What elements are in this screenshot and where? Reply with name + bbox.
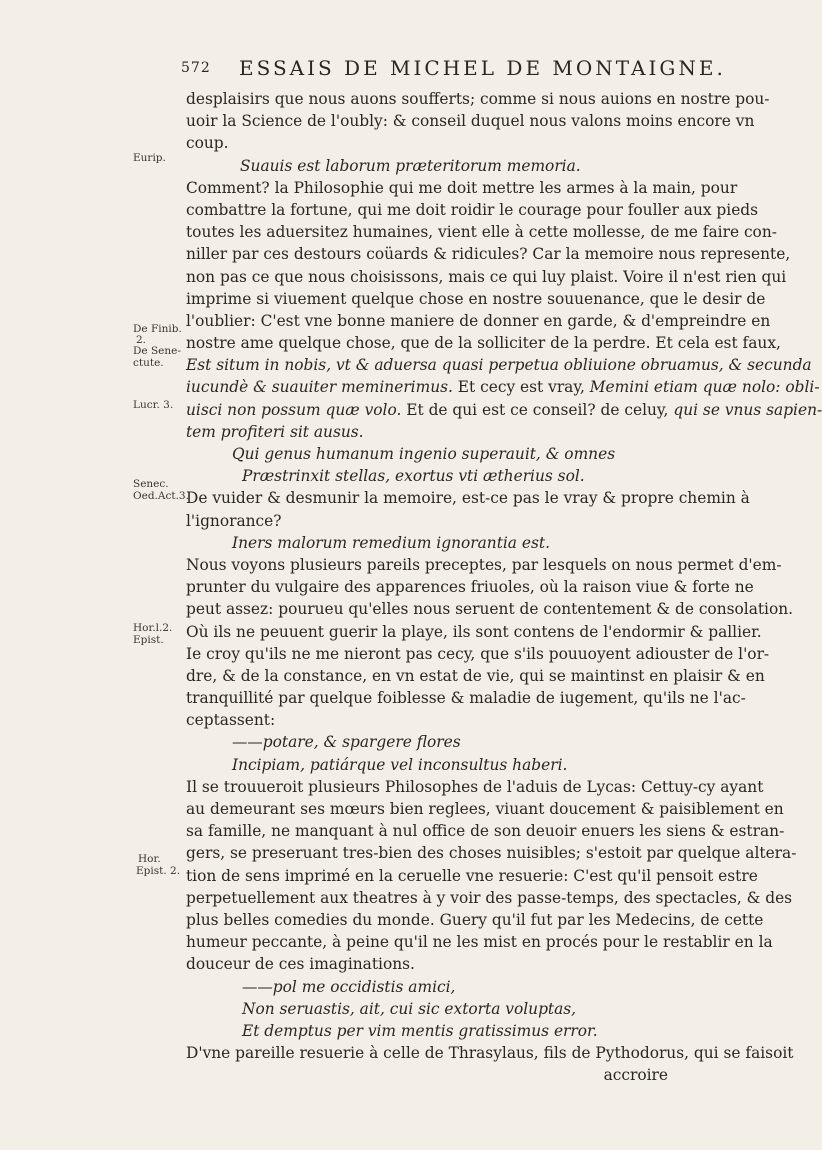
- text-line: perpetuellement aux theatres à y voir des passe-temps, des spectacles, & des: [186, 888, 793, 907]
- verse-line: Qui genus humanum ingenio superauit, & omnes: [232, 445, 616, 463]
- text-line: Il se trouueroit plusieurs Philosophes de l'aduis de Lycas: Cettuy-cy ayant: [186, 777, 764, 796]
- verse-line: Præstrinxit stellas, exortus vti ætherius sol.: [242, 467, 585, 486]
- latin-quote: Iners malorum remedium ignorantia est.: [232, 533, 550, 552]
- text-line: Ie croy qu'ils ne me nieront pas cecy, que s'ils pouuoyent adiouster de l'or-: [186, 644, 770, 663]
- text-line: sa famille, ne manquant à nul office de son deuoir enuers les siens & estran-: [186, 822, 785, 841]
- latin-quote: Suauis est laborum præteritorum memoria.: [240, 156, 581, 175]
- margin-note: ctute.: [133, 357, 164, 369]
- margin-note: 2.: [136, 334, 147, 346]
- text-segment: Et de qui est ce conseil? de celuy,: [401, 400, 669, 419]
- text-segment: Et cecy est vray,: [452, 378, 585, 397]
- text-line: douceur de ces imaginations.: [186, 955, 415, 974]
- margin-note: Senec.: [133, 478, 169, 490]
- text-line: toutes les aduersitez humaines, vient elle à cette mollesse, de me faire con-: [186, 223, 777, 242]
- text-line: plus belles comedies du monde. Guery qu'il fut par les Medecins, de cette: [186, 910, 764, 929]
- margin-note: Oed.Act.3.: [133, 490, 189, 502]
- latin-quote: Memini etiam quæ nolo: obli-: [584, 378, 820, 397]
- verse-line: ——potare, & spargere flores: [232, 733, 461, 752]
- text-line: au demeurant ses mœurs bien reglees, viuant doucement & paisiblement en: [186, 800, 784, 818]
- text-line: Nous voyons plusieurs pareils preceptes, par lesquels on nous permet d'em-: [186, 555, 782, 574]
- text-line: non pas ce que nous choisissons, mais ce qui luy plaist. Voire il n'est rien qui: [186, 267, 787, 286]
- text-line: desplaisirs que nous auons soufferts; comme si nous auions en nostre pou-: [186, 90, 770, 108]
- margin-note: Hor.l.2.: [133, 622, 173, 634]
- latin-quote: uisci non possum quæ volo.: [186, 400, 402, 419]
- verse-line: Non seruastis, ait, cui sic extorta voluptas,: [242, 999, 577, 1018]
- text-line: ceptassent:: [186, 711, 276, 730]
- latin-quote: qui se vnus sapien-: [668, 400, 822, 419]
- text-line: peut assez: pourueu qu'elles nous seruent de contentement & de consolation.: [186, 600, 794, 619]
- margin-note: Hor.: [138, 853, 161, 865]
- catchword: accroire: [603, 1066, 668, 1085]
- page-number: 572: [181, 60, 211, 76]
- latin-quote: iucundè & suauiter meminerimus.: [186, 378, 453, 397]
- text-line: tion de sens imprimé en la ceruelle vne resuerie: C'est qu'il pensoit estre: [186, 866, 758, 885]
- text-line: combattre la fortune, qui me doit roidir le courage pour fouller aux pieds: [186, 200, 759, 219]
- margin-note: Epist.: [133, 634, 164, 646]
- text-line: humeur peccante, à peine qu'il ne les mist en procés pour le restablir en la: [186, 933, 773, 952]
- text-line: imprime si viuement quelque chose en nostre souuenance, que le desir de: [186, 289, 766, 308]
- text-line: tranquillité par quelque foiblesse & maladie de iugement, qu'ils ne l'ac-: [186, 689, 746, 708]
- text-line: Comment? la Philosophie qui me doit mettre les armes à la main, pour: [186, 178, 738, 197]
- page-header: [181, 56, 726, 82]
- margin-note: De Sene-: [133, 345, 181, 357]
- text-line: Où ils ne peuuent guerir la playe, ils sont contens de l'endormir & pallier.: [186, 622, 762, 641]
- latin-quote: Est situm in nobis, vt & aduersa quasi perpetua obliuione obruamus, & secunda: [186, 356, 812, 375]
- verse-line: Incipiam, patiárque vel inconsultus haberi.: [232, 755, 568, 774]
- text-line: [186, 376, 820, 398]
- text-line: coup.: [186, 134, 229, 153]
- margin-note: Eurip.: [133, 152, 166, 164]
- text-line: De vuider & desmunir la memoire, est-ce pas le vray & propre chemin à: [186, 489, 750, 508]
- text-line: gers, se preseruant tres-bien des choses nuisibles; s'estoit par quelque altera-: [186, 844, 797, 863]
- margin-note: Lucr. 3.: [133, 399, 174, 411]
- text-line: [186, 399, 822, 421]
- text-line: D'vne pareille resuerie à celle de Thrasylaus, fils de Pythodorus, qui se faisoit: [186, 1044, 794, 1063]
- margin-note: De Finib.: [133, 323, 182, 335]
- text-line: niller par ces destours coüards & ridicules? Car la memoire nous represente,: [186, 245, 791, 264]
- verse-line: Et demptus per vim mentis gratissimus error.: [242, 1021, 598, 1040]
- latin-quote: tem profiteri sit ausus.: [186, 422, 364, 441]
- text-line: uoir la Science de l'oubly: & conseil duquel nous valons moins encore vn: [186, 112, 755, 131]
- text-line: nostre ame quelque chose, que de la solliciter de la perdre. Et cela est faux,: [186, 334, 781, 353]
- body-text: [186, 88, 822, 1086]
- text-line: l'oublier: C'est vne bonne maniere de donner en garde, & d'empreindre en: [186, 311, 771, 330]
- text-line: dre, & de la constance, en vn estat de vie, qui se maintinst en plaisir & en: [186, 666, 765, 685]
- text-line: l'ignorance?: [186, 511, 282, 530]
- margin-note: Epist. 2.: [136, 865, 181, 877]
- text-line: prunter du vulgaire des apparences friuoles, où la raison viue & forte ne: [186, 578, 754, 597]
- running-title: ESSAIS DE MICHEL DE MONTAIGNE.: [239, 56, 726, 80]
- verse-line: ——pol me occidistis amici,: [242, 977, 456, 996]
